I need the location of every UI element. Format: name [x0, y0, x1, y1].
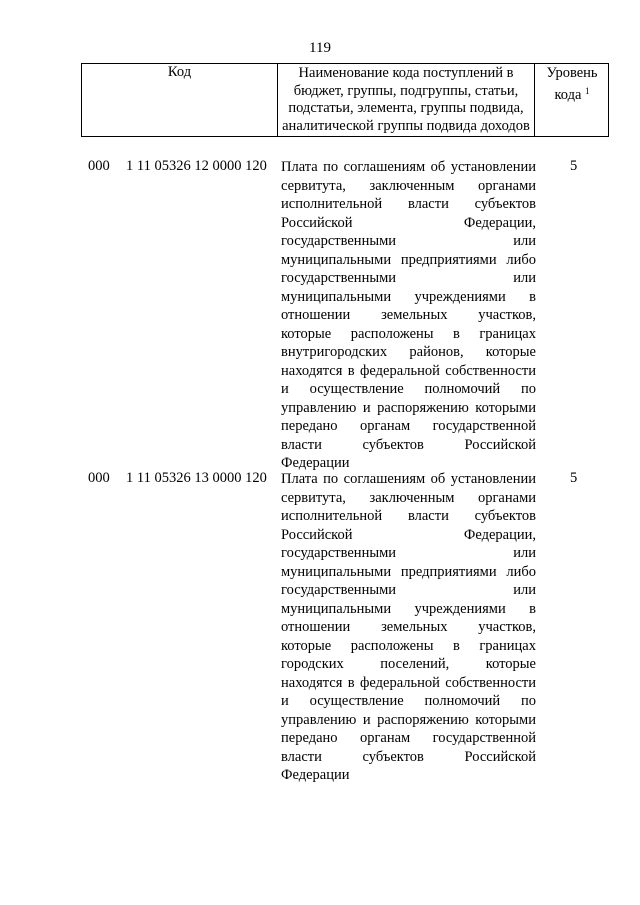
name-line: Российской Федерации, [281, 214, 536, 231]
name-line: государственными или [281, 582, 536, 598]
name-line: находятся в федеральной собственности [281, 674, 536, 691]
name-line: управлению и распоряжению которыми [281, 399, 536, 416]
name-line: находятся в федеральной собственности [281, 362, 536, 379]
name-line: власти субъектов Российской [281, 748, 536, 765]
name-line: передано органам государственной [281, 418, 536, 434]
name-line: управлению и распоряжению которыми [281, 711, 536, 728]
header-level [535, 64, 609, 136]
name-line: государственными или [281, 545, 536, 561]
header-name-line: аналитической группы подвида доходов [282, 117, 530, 134]
revenue-code: 1 11 05326 13 0000 120 [126, 470, 267, 486]
header-level-line: Уровень [546, 65, 598, 81]
revenue-name [281, 158, 536, 473]
name-line: сервитута, заключенным органами [281, 489, 536, 506]
name-line: государственными или [281, 233, 536, 249]
name-line: которые расположены в границах [281, 325, 536, 342]
footnote-marker: 1 [585, 85, 590, 96]
header-name-line: Наименование кода поступлений в [298, 65, 514, 81]
header-name-line: подстатьи, элемента, группы подвида, [288, 100, 524, 116]
name-line: отношении земельных участков, [281, 307, 536, 323]
name-line: исполнительной власти субъектов [281, 196, 536, 212]
name-line: муниципальными учреждениями в [281, 600, 536, 617]
name-line: Плата по соглашениям об установлении [281, 471, 536, 487]
code-level: 5 [570, 158, 578, 174]
name-line: государственными или [281, 270, 536, 286]
name-line: внутригородских районов, которые [281, 344, 536, 360]
page-number: 119 [309, 40, 331, 56]
name-line: и осуществление полномочий по [281, 381, 536, 397]
name-line: которые расположены в границах [281, 637, 536, 654]
name-line: городских поселений, которые [281, 656, 536, 672]
revenue-code: 1 11 05326 12 0000 120 [126, 158, 267, 174]
name-line: отношении земельных участков, [281, 619, 536, 635]
name-line: и осуществление полномочий по [281, 693, 536, 709]
name-line: Федерации [281, 455, 350, 471]
code-prefix: 000 [88, 158, 110, 174]
code-prefix: 000 [88, 470, 110, 486]
name-line: исполнительной власти субъектов [281, 508, 536, 524]
header-name-line: бюджет, группы, подгруппы, статьи, [293, 82, 519, 99]
name-line: Российской Федерации, [281, 526, 536, 543]
name-line: передано органам государственной [281, 730, 536, 746]
name-line: муниципальными предприятиями либо [281, 563, 536, 580]
header-name [278, 64, 535, 136]
name-line: муниципальными предприятиями либо [281, 251, 536, 268]
name-line: Федерации [281, 767, 350, 783]
header-level-line: кода $^1$ [554, 85, 590, 103]
code-level: 5 [570, 470, 578, 486]
table-header [81, 63, 609, 137]
name-line: сервитута, заключенным органами [281, 177, 536, 194]
name-line: власти субъектов Российской [281, 436, 536, 453]
revenue-name [281, 470, 536, 785]
name-line: муниципальными учреждениями в [281, 288, 536, 305]
name-line: Плата по соглашениям об установлении [281, 159, 536, 175]
header-code: Код [82, 64, 278, 136]
